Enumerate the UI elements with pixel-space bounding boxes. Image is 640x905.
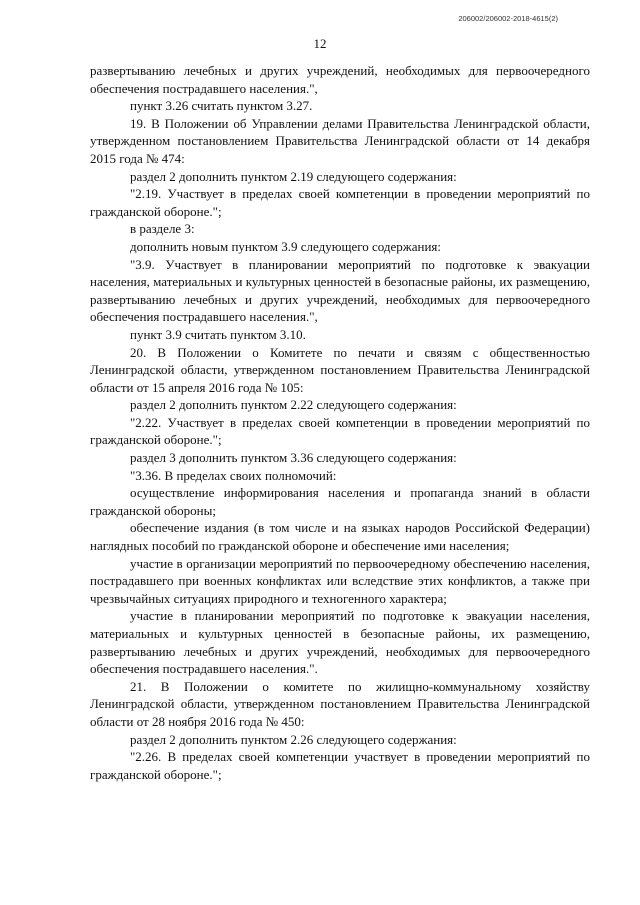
document-body [90,62,590,783]
paragraph: пункт 3.26 считать пунктом 3.27. [130,98,313,114]
paragraph: 19. В Положении об Управлении делами Правительства Ленинградской области, утвержденном постановлением Правительства Ленинградской области от 14 декабря 2015 года № 474: [90,115,590,166]
paragraph: обеспечение издания (в том числе и на языках народов Российской Федерации) наглядных пособий по гражданской обороне и обеспечение ими населения; [90,520,590,554]
document-code: 206002/206002-2018-4615(2) [458,14,558,23]
paragraph: раздел 2 дополнить пунктом 2.22 следующего содержания: [130,397,457,413]
paragraph: "2.26. В пределах своей компетенции участвует в проведении мероприятий по гражданской обороне."; [90,749,590,782]
paragraph: участие в организации мероприятий по первоочередному обеспечению населения, пострадавшего при военных конфликтах или вследствие этих конфликтов, а также при чрезвычайных ситуациях природного и техногенного характера; [90,555,590,606]
paragraph: дополнить новым пунктом 3.9 следующего содержания: [130,238,442,254]
page-number: 12 [313,36,327,51]
paragraph: "3.36. В пределах своих полномочий: [130,467,337,483]
paragraph: раздел 2 дополнить пунктом 2.26 следующего содержания: [130,731,457,747]
paragraph: в разделе 3: [130,221,195,237]
paragraph: "3.9. Участвует в планировании мероприятий по подготовке к эвакуации населения, материальных и культурных ценностей в безопасные районы, их размещению, развертыванию лечебных и других учреждений, необходимых для первоочередного обеспечения пострадавшего населения.", [90,256,590,325]
paragraph: 20. В Положении о Комитете по печати и связям с общественностью Ленинградской области, утвержденном постановлением Правительства Ленинградской области от 15 апреля 2016 года № 105: [90,344,590,395]
paragraph: развертыванию лечебных и других учреждений, необходимых для первоочередного обеспечения пострадавшего населения.", [90,63,590,96]
paragraph: пункт 3.9 считать пунктом 3.10. [130,326,306,342]
paragraph: "2.22. Участвует в пределах своей компетенции в проведении мероприятий по гражданской обороне."; [90,414,590,448]
paragraph: раздел 3 дополнить пунктом 3.36 следующего содержания: [130,450,457,466]
paragraph: 21. В Положении о комитете по жилищно-коммунальному хозяйству Ленинградской области, утвержденном постановлением Правительства Ленинградской области от 28 ноября 2016 года № 450: [90,678,590,729]
paragraph: раздел 2 дополнить пунктом 2.19 следующего содержания: [130,168,457,184]
paragraph: осуществление информирования населения и пропаганда знаний в области гражданской обороны; [90,485,590,518]
paragraph: "2.19. Участвует в пределах своей компетенции в проведении мероприятий по гражданской обороне."; [90,186,590,219]
paragraph: участие в планировании мероприятий по подготовке к эвакуации населения, материальных и культурных ценностей в безопасные районы, их размещению, развертыванию лечебных и других учреждений, необходимых для первоочередного обеспечения пострадавшего населения.". [90,608,590,677]
